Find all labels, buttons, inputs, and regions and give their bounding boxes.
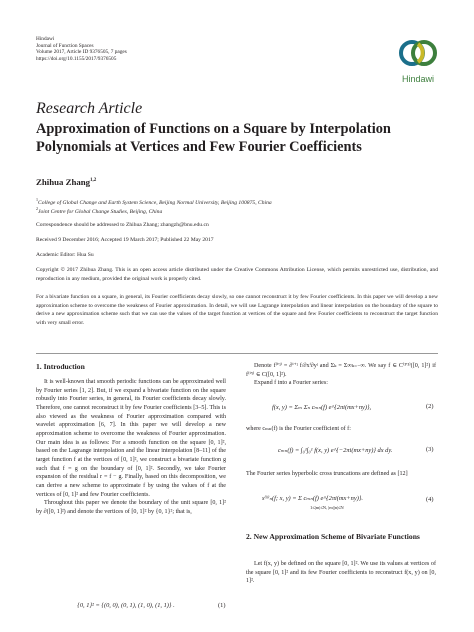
expand-line: Expand f into a Fourier series: bbox=[254, 380, 328, 387]
intro-paragraph-2: Throughout this paper we denote the boundary of the unit square [0, 1]² by ∂([0, 1]²) and denote the vertices of [0, 1]² by {0, 1}²; that is, bbox=[36, 500, 226, 515]
equation-4-subscript: 1≤|m|≤N, |m||n|≤N bbox=[310, 505, 344, 510]
equation-4: s⁽ʰ⁾ₙ(f; x, y) = Σ cₘₙ(f) e^{2πi(mx+ny)}. bbox=[262, 495, 363, 502]
equation-1: {0, 1}² = {(0, 0), (0, 1), (1, 0), (1, 1)} . bbox=[77, 602, 175, 609]
author-name bbox=[36, 177, 96, 187]
affiliation-2-text: Joint Centre for Global Change Studies, Beijing, China bbox=[38, 208, 163, 215]
right-column-intro bbox=[246, 362, 436, 388]
equation-2-number: (2) bbox=[426, 403, 434, 410]
doi-link[interactable]: https://doi.org/10.1155/2017/9376505 bbox=[36, 55, 117, 62]
article-title: Approximation of Functions on a Square by Interpolation Polynomials at Vertices and Few Fourier Coefficients bbox=[36, 121, 391, 155]
academic-editor: Academic Editor: Hua Su bbox=[36, 252, 94, 258]
volume-line: Volume 2017, Article ID 9376505, 7 pages bbox=[36, 49, 127, 56]
dates: Received 9 December 2016; Accepted 19 March 2017; Published 22 May 2017 bbox=[36, 237, 214, 243]
equation-1-number: (1) bbox=[218, 602, 226, 609]
affiliation-2-num: 2 bbox=[36, 206, 38, 211]
coefficient-line: where cₘₙ(f) is the Fourier coefficient of f: bbox=[246, 426, 351, 432]
abstract: For a bivariate function on a square, in general, its Fourier coefficients decay slowly, so one cannot reconstruct it by few Fourier coefficients. In this paper we will develop a new approximation scheme to overcome the weakness of Fourier approximation. In detail, we will use Lagrange interpolation and linear interpolation on the boundary of the square to derive a new approximation scheme such that we can use the values of the target function at vertices of the square and few Fourier coefficients to reconstruct the target function with very small error. bbox=[36, 294, 438, 326]
section-2-paragraph bbox=[246, 560, 436, 586]
affiliation-1 bbox=[36, 197, 272, 206]
article-type: Research Article bbox=[36, 100, 143, 117]
equation-4-number: (4) bbox=[426, 496, 434, 503]
correspondence: Correspondence should be addressed to Zhihua Zhang; zhangzh@bnu.edu.cn bbox=[36, 222, 209, 228]
affiliation-1-text: College of Global Change and Earth System Science, Beijing Normal University, Beijing 100875, China bbox=[38, 199, 272, 206]
left-column bbox=[36, 378, 226, 517]
journal-info bbox=[36, 36, 127, 62]
section-1-heading: 1. Introduction bbox=[36, 362, 85, 371]
equation-2: f(x, y) = Σₘ Σₙ cₘₙ(f) e^{2πi(mx+ny)}, bbox=[272, 404, 372, 411]
author-text: Zhihua Zhang bbox=[36, 177, 91, 187]
section-2-text: Let f(x, y) be defined on the square [0, 1]². We use its values at vertices of the square [0, 1]² and its few Fourier coefficients to reconstruct f(x, y) on [0, 1]². bbox=[246, 561, 436, 585]
hindawi-rings-icon bbox=[397, 36, 439, 70]
affiliation-2 bbox=[36, 206, 162, 215]
hindawi-logo[interactable] bbox=[392, 36, 444, 84]
truncation-line: The Fourier series hyperbolic cross truncations are defined as [12] bbox=[246, 471, 408, 477]
author-sup: 1,2 bbox=[90, 178, 97, 184]
equation-3: cₘₙ(f) = ∫₀¹∫₀¹ f(x, y) e^{−2πi(mx+ny)} dx dy. bbox=[278, 447, 393, 454]
section-2-heading: 2. New Approximation Scheme of Bivariate Functions bbox=[246, 532, 420, 541]
equation-3-number: (3) bbox=[426, 446, 434, 453]
copyright: Copyright © 2017 Zhihua Zhang. This is an open access article distributed under the Creative Commons Attribution License, which permits unrestricted use, distribution, and reproduction in any medium, provided the original work is properly cited. bbox=[36, 267, 438, 282]
journal-name: Journal of Function Spaces bbox=[36, 42, 94, 49]
intro-paragraph-1: It is well-known that smooth periodic functions can be approximated well by Fourier series [1, 2]. But, if we expand a bivariate function on the square robustly into Fourier series, in general, its Fourier coefficients decay slowly. Therefore, one cannot reconstruct it by few Fourier coefficients [3–5]. This is also viewed as the weakness of Fourier approximation compared with wavelet approximation [6, 7]. In this paper we will develop a new approximation scheme to overcome the weakness of Fourier approximation. Our main idea is as follows: For a smooth function on the square [0, 1]², based on the Lagrange interpolation and the linear interpolation [8–11] of the target function f at the vertices of [0, 1]², we construct a bivariate function g such that f = g on the boundary of [0, 1]². Secondly, we take Fourier expansion of the residual r = f − g. Finally, based on this decomposition, we can derive a new scheme to approximate f by using the values of f at the vertices of [0, 1]² and few Fourier coefficients. bbox=[36, 379, 226, 498]
abstract-divider bbox=[36, 353, 438, 354]
affiliation-1-num: 1 bbox=[36, 197, 38, 202]
logo-text: Hindawi bbox=[401, 74, 434, 84]
publisher-name: Hindawi bbox=[36, 36, 55, 42]
notation-line: Denote f⁽ⁱ'ʲ⁾ = ∂ⁱ⁺ʲ f/∂xⁱ∂yʲ and Σₖ = Σ∞ₖ₌₋∞. We say f ∈ C⁽³'³⁾([0, 1]²) if f⁽ⁱ'ʲ⁾ ∈ C([0, 1]²). bbox=[246, 363, 436, 378]
